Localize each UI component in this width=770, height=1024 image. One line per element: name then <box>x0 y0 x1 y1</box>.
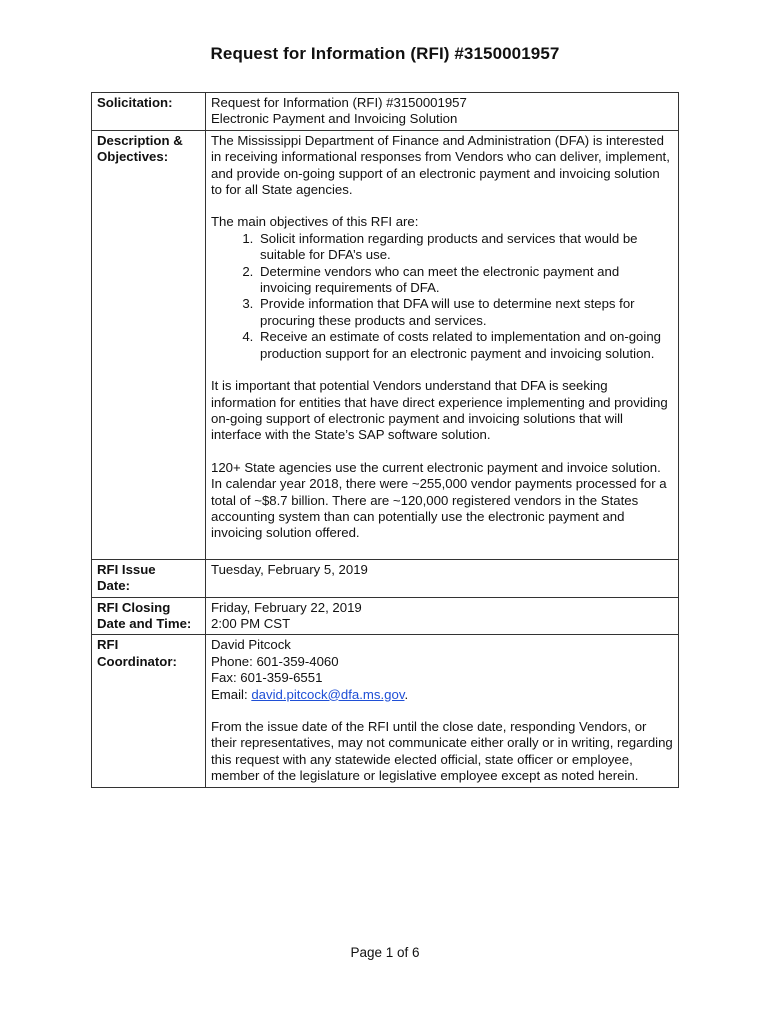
list-item: 4. Receive an estimate of costs related to implementation and on-going production support for an electronic payment and invoicing solution. <box>257 329 673 362</box>
solicitation-label-text: Solicitation: <box>97 95 173 110</box>
email-label: Email: <box>211 686 252 702</box>
coordinator-value <box>206 635 679 787</box>
agencies-paragraph: 120+ State agencies use the current electronic payment and invoice solution. In calendar year 2018, there were ~255,000 vendor payments processed for a total of ~$8.7 billion. There are ~120,000 registered vendors in the States accounting system than can potentially use the electronic payment and invoicing solution offered. <box>211 459 667 541</box>
issue-date-row <box>92 559 679 597</box>
rfi-info-table <box>91 92 679 788</box>
closing-time: 2:00 PM CST <box>211 615 291 631</box>
email-suffix: . <box>404 686 409 702</box>
solicitation-number: Request for Information (RFI) #3150001957 <box>211 95 467 110</box>
solicitation-label <box>92 93 206 131</box>
description-row <box>92 130 679 559</box>
communication-notice: From the issue date of the RFI until the close date, responding Vendors, or their representatives, may not communicate either orally or in writing, regarding this request with any statewide elected official, state officer or employee, member of the legislature or legislative employee except as noted herein. <box>211 719 673 784</box>
closing-value <box>206 597 679 635</box>
objectives-list <box>211 231 673 362</box>
list-item: 2. Determine vendors who can meet the electronic payment and invoicing requirements of DFA. <box>257 264 673 297</box>
coordinator-fax: Fax: 601-359-6551 <box>211 670 323 686</box>
coordinator-email-line <box>211 687 673 703</box>
page-title: Request for Information (RFI) #3150001957 <box>210 44 560 63</box>
coordinator-label-line1: RFI <box>97 637 119 653</box>
closing-row <box>92 597 679 635</box>
page-footer: Page 1 of 6 <box>350 945 420 960</box>
issue-date-value <box>206 559 679 597</box>
closing-label <box>92 597 206 635</box>
coordinator-row <box>92 635 679 787</box>
description-label <box>92 130 206 559</box>
issue-date-label <box>92 559 206 597</box>
coordinator-label <box>92 635 206 787</box>
issue-date-label-line1: RFI Issue <box>97 561 156 577</box>
description-value <box>206 130 679 559</box>
description-intro: The Mississippi Department of Finance and Administration (DFA) is interested in receiving informational responses from Vendors who can deliver, implement, and provide on-going support of an electronic payment and invoicing solution to for all State agencies. <box>211 132 670 198</box>
solicitation-name: Electronic Payment and Invoicing Solution <box>211 111 458 127</box>
list-item: 1. Solicit information regarding products and services that would be suitable for DFA’s use. <box>257 231 673 264</box>
description-label-line2: Objectives: <box>97 149 169 165</box>
description-label-line1: Description & <box>97 132 183 148</box>
list-item: 3. Provide information that DFA will use to determine next steps for procuring these products and services. <box>257 296 673 329</box>
importance-paragraph: It is important that potential Vendors understand that DFA is seeking information for entities that have direct experience implementing and providing on-going support of electronic payment and invoicing solutions that will interface with the State’s SAP software solution. <box>211 378 668 443</box>
solicitation-value <box>206 93 679 131</box>
coordinator-label-line2: Coordinator: <box>97 653 177 669</box>
coordinator-name: David Pitcock <box>211 637 291 653</box>
solicitation-row <box>92 93 679 131</box>
closing-date: Friday, February 22, 2019 <box>211 599 362 615</box>
issue-date-label-line2: Date: <box>97 578 130 594</box>
objectives-heading: The main objectives of this RFI are: <box>211 214 419 230</box>
closing-label-line1: RFI Closing <box>97 599 171 615</box>
closing-label-line2: Date and Time: <box>97 615 192 631</box>
coordinator-email-link[interactable]: david.pitcock@dfa.ms.gov <box>251 686 405 702</box>
coordinator-phone: Phone: 601-359-4060 <box>211 653 339 669</box>
issue-date-text: Tuesday, February 5, 2019 <box>211 561 368 577</box>
